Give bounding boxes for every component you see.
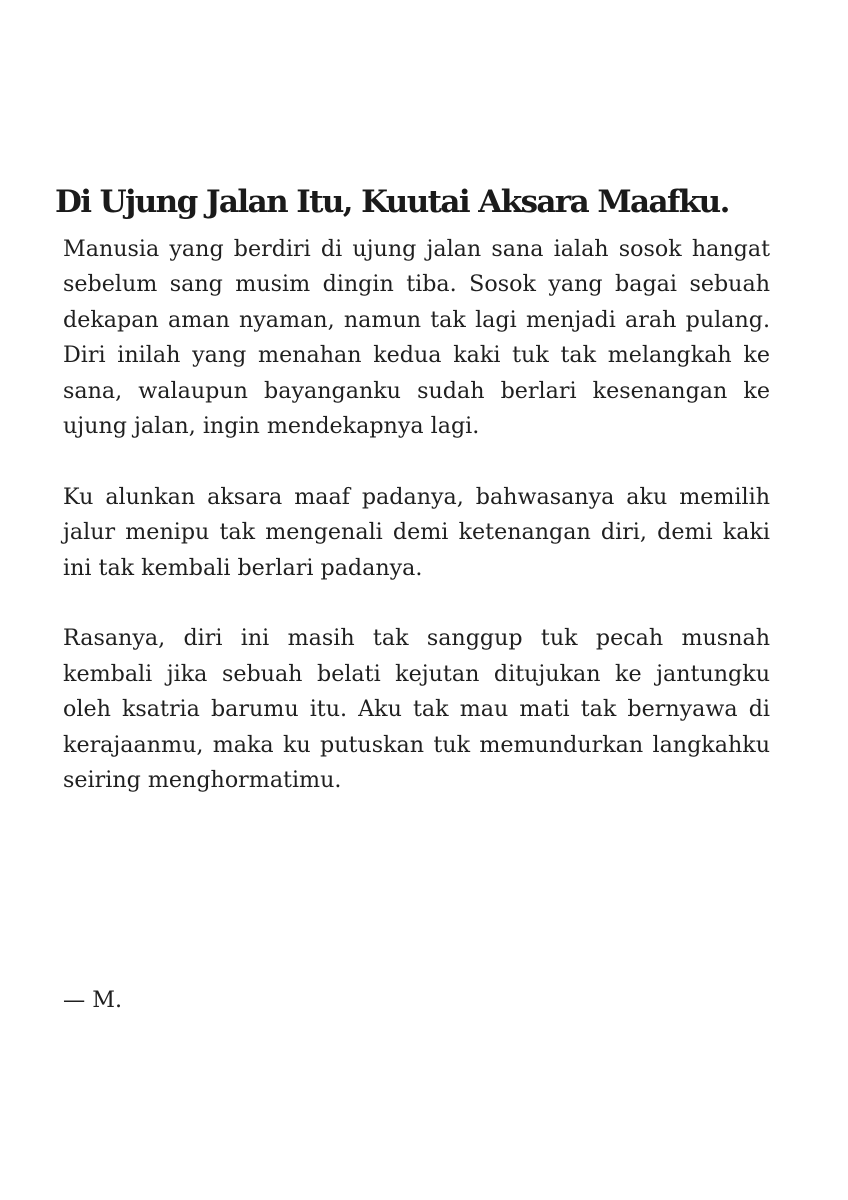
- signature: — M.: [63, 987, 123, 1013]
- document-title: Di Ujung Jalan Itu, Kuutai Aksara Maafku.: [55, 184, 729, 220]
- paragraph: Manusia yang berdiri di ujung jalan sana ialah sosok hangat sebelum sang musim dingin tiba. Sosok yang bagai sebuah dekapan aman nyaman, namun tak lagi menjadi arah pulang. Diri inilah yang menahan kedua kaki tuk tak melangkah ke sana, walaupun bayanganku sudah berlari kesenangan ke ujung jalan, ingin mendekapnya lagi.: [63, 236, 770, 440]
- document-body: [63, 232, 770, 834]
- paragraph: Rasanya, diri ini masih tak sanggup tuk pecah musnah kembali jika sebuah belati kejutan ditujukan ke jantungku oleh ksatria barumu itu. Aku tak mau mati tak bernyawa di kerajaanmu, maka ku putuskan tuk memundurkan langkahku seiring menghormatimu.: [63, 625, 770, 794]
- paragraph: Ku alunkan aksara maaf padanya, bahwasanya aku memilih jalur menipu tak mengenali demi ketenangan diri, demi kaki ini tak kembali berlari padanya.: [63, 483, 770, 581]
